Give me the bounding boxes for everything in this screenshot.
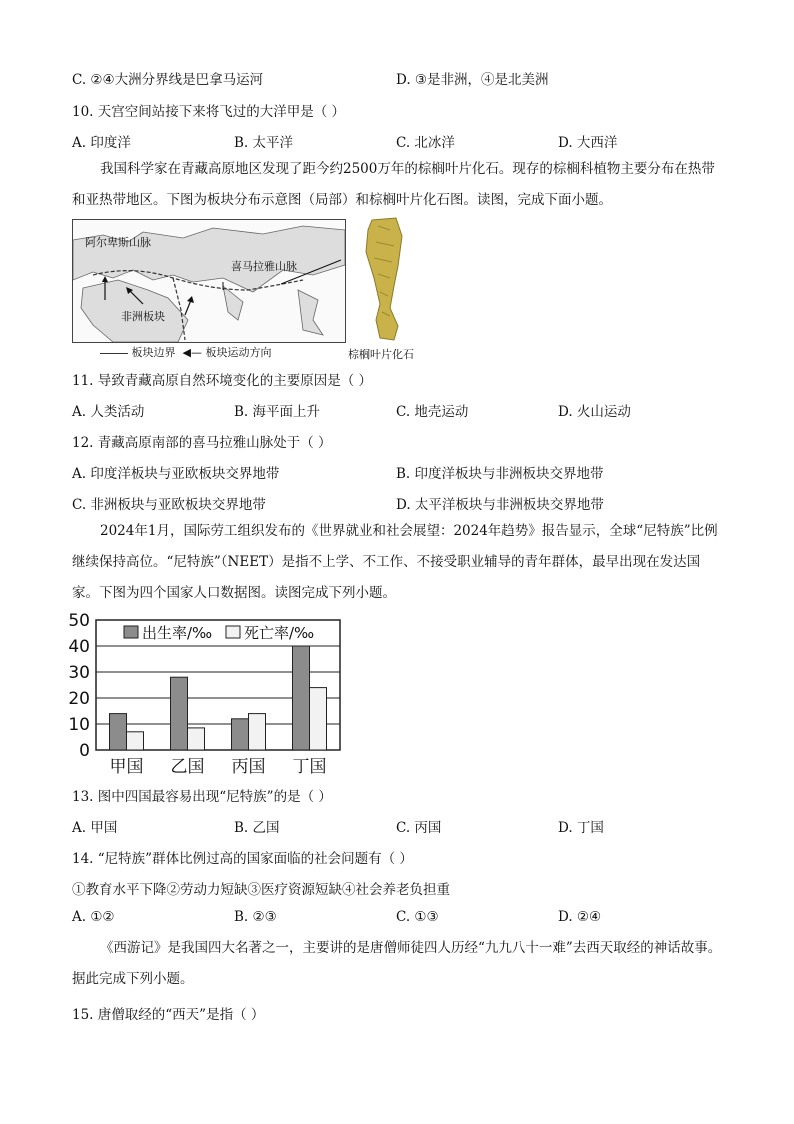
q10-option-b: B. 太平洋 (234, 135, 294, 151)
map-label-himalaya: 喜马拉雅山脉 (231, 260, 297, 273)
q13-stem: 13. 图中四国最容易出现“尼特族”的是（ ） (72, 789, 332, 805)
boundary-line-icon (100, 353, 128, 354)
y-tick-label: 50 (68, 612, 90, 631)
passage-fossil: 我国科学家在青藏高原地区发现了距今约2500万年的棕榈叶片化石。现存的棕榈科植物主要分布在热带和亚热带地区。下图为板块分布示意图（局部）和棕榈叶片化石图。读图，完成下面小题。 (72, 161, 715, 208)
legend-swatch (226, 626, 240, 638)
q11-option-a: A. 人类活动 (72, 404, 145, 420)
legend-motion-label: 板块运动方向 (205, 346, 272, 359)
plate-map (72, 219, 346, 343)
bar-birth-rate (232, 719, 249, 750)
bar-death-rate (310, 688, 327, 750)
q15-stem: 15. 唐僧取经的“西天”是指（ ） (72, 1007, 265, 1023)
bar-birth-rate (171, 677, 188, 750)
y-tick-label: 10 (68, 715, 90, 735)
q14-items: ①教育水平下降②劳动力短缺③医疗资源短缺④社会养老负担重 (72, 882, 450, 898)
bar-birth-rate (110, 714, 127, 750)
q14-option-c: C. ①③ (396, 909, 439, 925)
q13-option-d: D. 丁国 (558, 820, 604, 836)
x-tick-label: 甲国 (109, 757, 144, 777)
bar-death-rate (188, 728, 205, 750)
arrow-left-icon: ◀— (182, 346, 202, 359)
q10-stem: 10. 天宫空间站接下来将飞过的大洋甲是（ ） (72, 104, 346, 120)
legend-boundary-label: 板块边界 (131, 346, 176, 359)
q12-option-d: D. 太平洋板块与非洲板块交界地带 (396, 497, 604, 513)
q14-option-d: D. ②④ (558, 909, 602, 925)
q11-option-c: C. 地壳运动 (396, 404, 469, 420)
q10-option-a: A. 印度洋 (72, 135, 131, 151)
q10-option-d: D. 大西洋 (558, 135, 618, 151)
q9-option-d: D. ③是非洲，④是北美洲 (396, 72, 549, 88)
q12-option-a: A. 印度洋板块与亚欧板块交界地带 (72, 466, 280, 482)
q11-option-b: B. 海平面上升 (234, 404, 321, 420)
legend-label: 出生率/‰ (142, 624, 213, 642)
population-bar-chart (60, 612, 360, 782)
bar-birth-rate (293, 646, 310, 750)
q10-option-c: C. 北冰洋 (396, 135, 455, 151)
y-tick-label: 20 (68, 689, 90, 709)
q14-stem: 14. “尼特族”群体比例过高的国家面临的社会问题有（ ） (72, 851, 413, 867)
q14-option-a: A. ①② (72, 909, 115, 925)
bar-death-rate (249, 714, 266, 750)
map-label-africa-plate: 非洲板块 (121, 310, 165, 323)
legend-swatch (124, 626, 138, 638)
y-tick-label: 0 (79, 741, 90, 761)
passage-neet: 2024年1月，国际劳工组织发布的《世界就业和社会展望：2024年趋势》报告显示，全球“尼特族”比例继续保持高位。“尼特族”（NEET）是指不上学、不工作、不接受职业辅导的青年群体，最早出现在发达国家。下图为四个国家人口数据图。读图完成下列小题。 (72, 523, 718, 601)
legend-label: 死亡率/‰ (244, 624, 315, 642)
q9-option-c: C. ②④大洲分界线是巴拿马运河 (72, 72, 264, 88)
x-tick-label: 丙国 (231, 757, 266, 777)
map-legend (100, 344, 271, 360)
bar-death-rate (127, 732, 144, 750)
q13-option-a: A. 甲国 (72, 820, 118, 836)
q13-option-b: B. 乙国 (234, 820, 280, 836)
fossil-caption: 棕榈叶片化石 (348, 348, 414, 361)
y-tick-label: 40 (68, 637, 90, 657)
map-label-alps: 阿尔卑斯山脉 (85, 236, 151, 249)
x-tick-label: 乙国 (170, 757, 205, 777)
q11-stem: 11. 导致青藏高原自然环境变化的主要原因是（ ） (72, 373, 373, 389)
q12-option-b: B. 印度洋板块与非洲板块交界地带 (396, 466, 604, 482)
q13-option-c: C. 丙国 (396, 820, 442, 836)
y-tick-label: 30 (68, 663, 90, 683)
palm-leaf-fossil-image (356, 216, 408, 344)
passage-journey-west: 《西游记》是我国四大名著之一，主要讲的是唐僧师徒四人历经“九九八十一难”去西天取经的神话故事。据此完成下列小题。 (72, 940, 722, 987)
q11-option-d: D. 火山运动 (558, 404, 631, 420)
q12-stem: 12. 青藏高原南部的喜马拉雅山脉处于（ ） (72, 435, 332, 451)
x-tick-label: 丁国 (292, 757, 327, 777)
q14-option-b: B. ②③ (234, 909, 277, 925)
q12-option-c: C. 非洲板块与亚欧板块交界地带 (72, 497, 266, 513)
